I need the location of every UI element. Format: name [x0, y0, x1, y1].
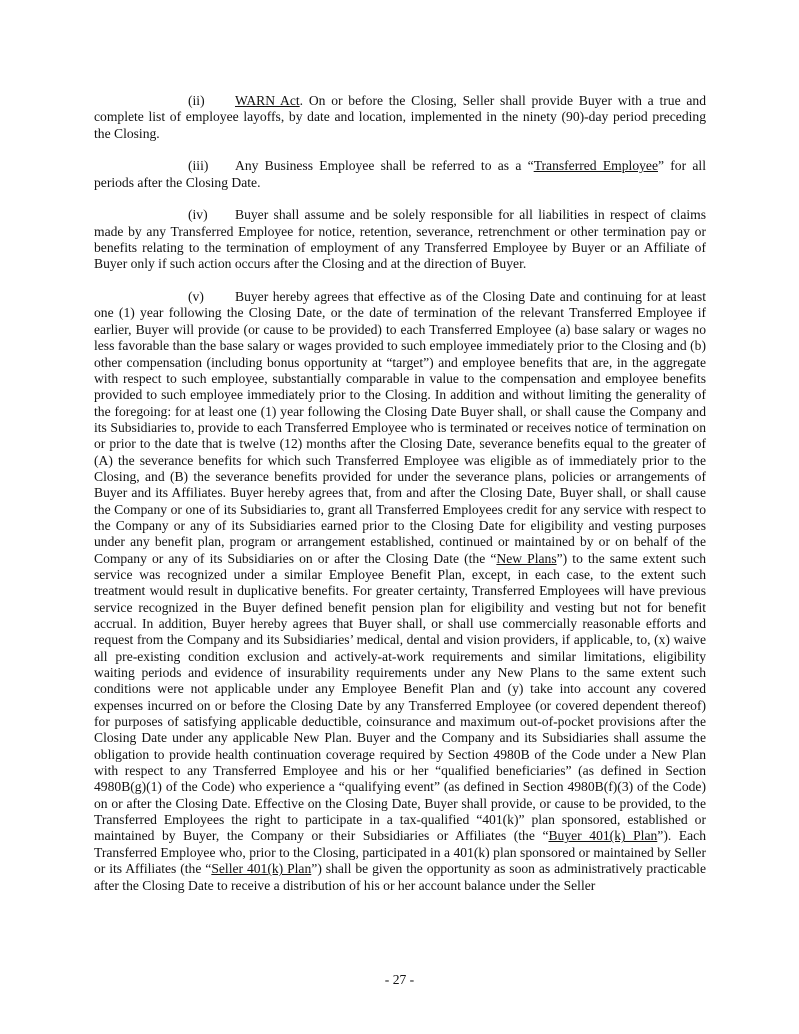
paragraph-number: (iv) [188, 207, 208, 223]
paragraph-text: Buyer hereby agrees that effective as of the Closing Date and continuing for at least one (1) year following the Closing Date, or the date of termination of the relevant Transferred Employee if earlier, Buyer will provide (or cause to be provided) to each Transferred Employee (a) base salary or wages no less favorable than the base salary or wages provided to such employee immediately prior to the Closing and (b) other compensation (including bonus opportunity at “target”) and employee benefits that are, in the aggregate with respect to such employee, substantially comparable in value to the compensation and employee benefits provided to such employee immediately prior to the Closing. In addition and without limiting the generality of the foregoing: for at least one (1) year following the Closing Date Buyer shall, or shall cause the Company and its Subsidiaries to, provide to each Transferred Employee who is terminated or receives notice of termination on or prior to the date that is twelve (12) months after the Closing Date, severance benefits equal to the greater of (A) the severance benefits for which such Transferred Employee was eligible as of immediately prior to the Closing, and (B) the severance benefits provided for under the severance plans, policies or arrangements of Buyer and its Affiliates. Buyer hereby agrees that, from and after the Closing Date, Buyer shall, or shall cause the Company or one of its Subsidiaries to, grant all Transferred Employees credit for any service with respect to the Company or any of its Subsidiaries earned prior to the Closing Date for eligibility and vesting purposes under any benefit plan, program or arrangement established, continued or maintained by or on behalf of the Company or any of its Subsidiaries on or after the Closing Date (the “ [94, 289, 706, 566]
defined-term-seller-401k-plan: Seller 401(k) Plan [211, 861, 312, 877]
paragraph-number: (iii) [188, 158, 209, 174]
paragraph-iii [94, 158, 706, 191]
paragraph-text: Buyer shall assume and be solely responsible for all liabilities in respect of claims made by any Transferred Employee for notice, retention, severance, retrenchment or other termination pay or benefits relating to the termination of employment of any Transferred Employee by Buyer or an Affiliate of Buyer only if such action occurs after the Closing and at the direction of Buyer. [94, 207, 706, 272]
section-heading-warn-act: WARN Act [235, 93, 300, 108]
paragraph-text: ”) shall be given the opportunity as soon as administratively practicable after the Closing Date to receive a distribution of his or her account balance under the Seller [94, 861, 706, 893]
paragraph-text: ” for all periods after the Closing Date. [94, 158, 706, 190]
defined-term-transferred-employee: Transferred Employee [533, 158, 658, 174]
paragraph-text: ”). Each Transferred Employee who, prior to the Closing, participated in a 401(k) plan sponsored or maintained by Seller or its Affiliates (the “ [94, 828, 707, 877]
defined-term-new-plans: New Plans [496, 550, 557, 566]
paragraph-ii [94, 93, 706, 142]
document-body [94, 93, 706, 910]
paragraph-text: Any Business Employee shall be referred to as a “ [235, 158, 534, 174]
page-number: - 27 - [384, 972, 415, 987]
paragraph-iv [94, 207, 706, 272]
paragraph-v [94, 289, 706, 894]
defined-term-buyer-401k-plan: Buyer 401(k) Plan [548, 828, 658, 844]
paragraph-number: (v) [188, 289, 204, 305]
paragraph-number: (ii) [188, 93, 205, 108]
paragraph-text: ”) to the same extent such service was recognized under a similar Employee Benefit Plan, except, in each case, to the extent such treatment would result in duplicative benefits. For greater certainty, Transferred Employees will have previous service recognized in the Buyer defined benefit pension plan for eligibility and vesting but not for benefit accrual. In addition, Buyer hereby agrees that Buyer shall, or shall use commercially reasonable efforts and request from the Company and its Subsidiaries’ medical, dental and vision providers, if applicable, to, (x) waive all pre-existing condition exclusion and actively-at-work requirements and similar limitations, eligibility waiting periods and evidence of insurability requirements under any New Plans to the same extent such conditions were not applicable under any Employee Benefit Plan and (y) take into account any covered expenses incurred on or before the Closing Date by any Transferred Employee (or covered dependent thereof) for purposes of satisfying applicable deductible, coinsurance and maximum out-of-pocket provisions after the Closing Date under any applicable New Plan. Buyer and the Company and its Subsidiaries shall assume the obligation to provide health continuation coverage required by Section 4980B of the Code under a New Plan with respect to any Transferred Employee and his or her “qualified beneficiaries” (as defined in Section 4980B(g)(1) of the Code) who experience a “qualifying event” (as defined in Section 4980B(f)(3) of the Code) on or after the Closing Date. Effective on the Closing Date, Buyer shall provide, or cause to be provided, to the Transferred Employees the right to participate in a tax-qualified “401(k)” plan sponsored, established or maintained by Buyer, the Company or their Subsidiaries or Affiliates (the “ [94, 550, 706, 844]
paragraph-text: . On or before the Closing, Seller shall provide Buyer with a true and complete list of employee layoffs, by date and location, implemented in the ninety (90)-day period preceding the Closing. [94, 93, 706, 141]
